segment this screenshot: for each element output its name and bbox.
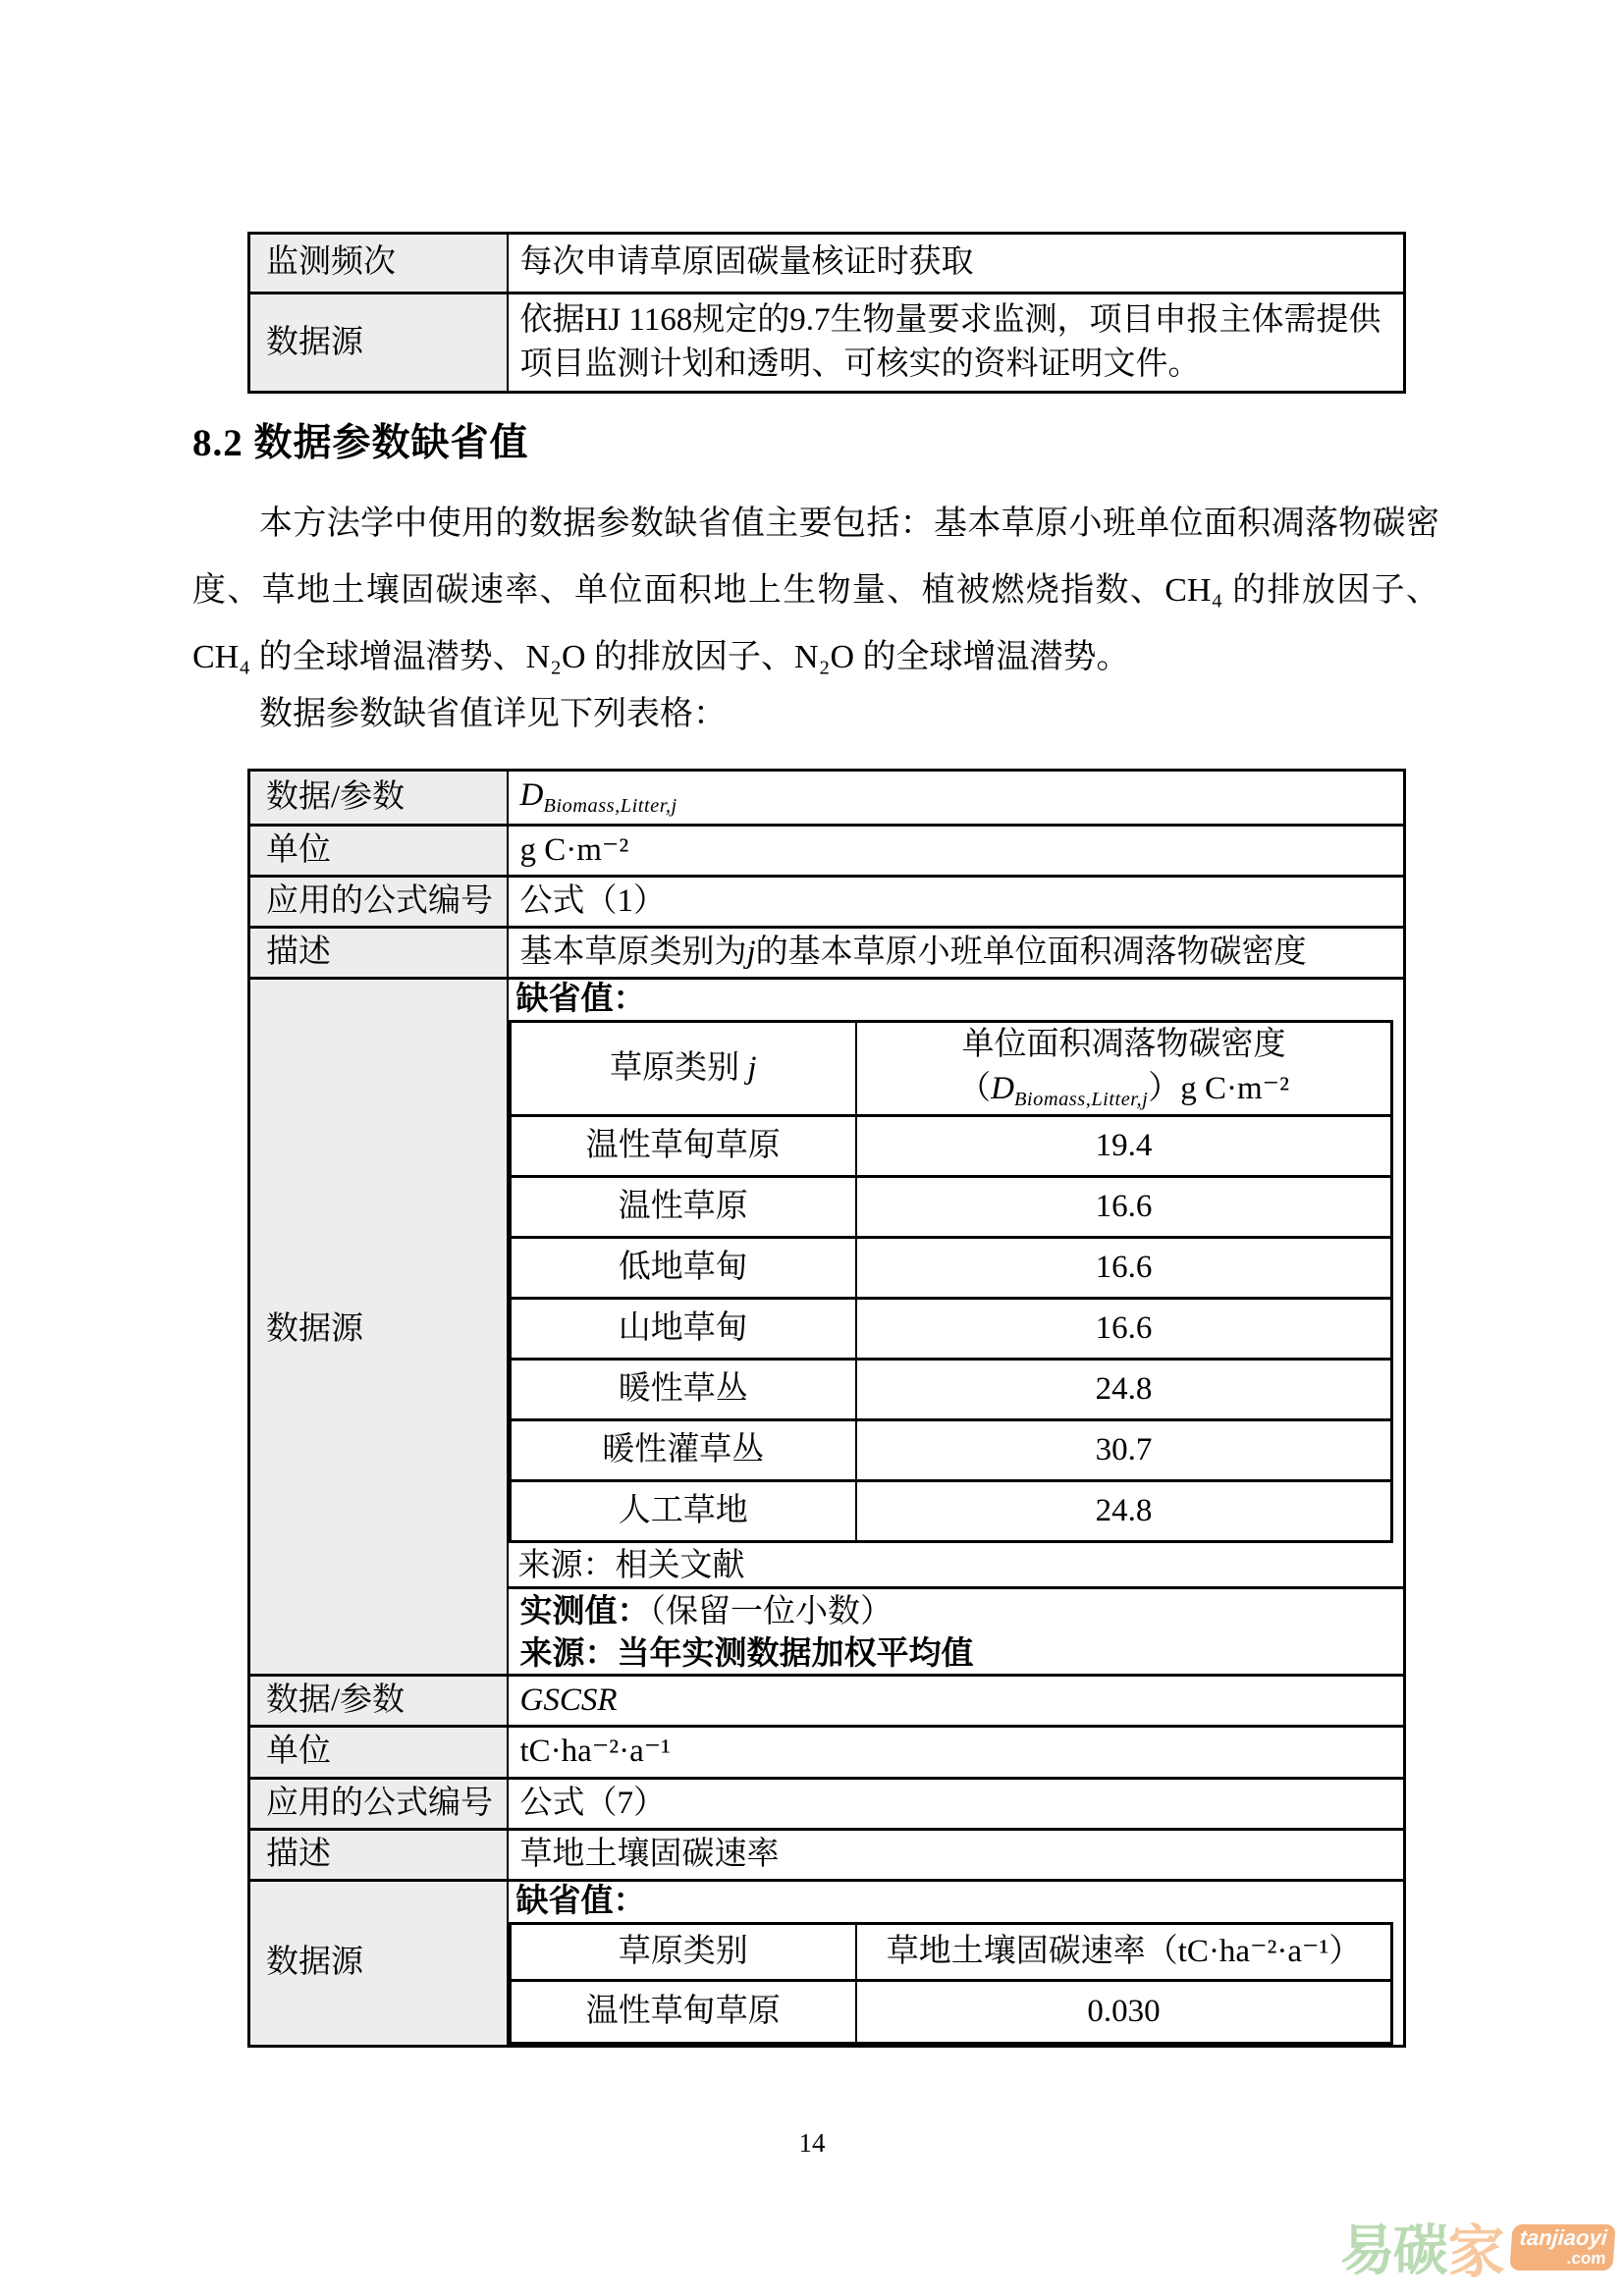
table-row <box>510 1419 1392 1480</box>
monitoring-table <box>247 232 1406 394</box>
default-values-table <box>509 1020 1394 1542</box>
category-cell: 温性草原 <box>510 1176 856 1237</box>
table-row <box>249 1778 1405 1829</box>
table-row <box>249 1829 1405 1880</box>
row-value: 依据HJ 1168规定的9.7生物量要求监测，项目申报主体需提供项目监测计划和透明、可核实的资料证明文件。 <box>519 302 1381 382</box>
logo-badge <box>1509 2224 1616 2270</box>
row-label: 数据源 <box>266 1311 363 1347</box>
formula-ref: 公式（1） <box>519 882 666 919</box>
row-label-cell <box>249 876 508 927</box>
value-cell: 16.6 <box>856 1298 1391 1359</box>
parameter-table-soil-carbon-rate <box>247 1674 1406 2048</box>
row-value-cell <box>508 876 1405 927</box>
symbol-subscript: Biomass,Litter,j <box>1013 1089 1149 1111</box>
category-cell: 低地草甸 <box>510 1237 856 1298</box>
source-note: 来源：相关文献 <box>509 1543 1404 1589</box>
measured-value-note <box>509 1589 1404 1680</box>
row-value-cell <box>508 825 1405 876</box>
table-row <box>510 1176 1392 1237</box>
table-row <box>510 1237 1392 1298</box>
default-values-heading: 缺省值： <box>515 1884 646 1919</box>
row-label: 应用的公式编号 <box>266 882 493 919</box>
row-label-cell <box>249 979 508 1681</box>
parameter-symbol: D <box>519 777 544 813</box>
logo-badge-domain: .com <box>1565 2248 1606 2268</box>
table-row <box>249 876 1405 927</box>
table-row <box>249 825 1405 876</box>
paren: （ <box>958 1071 992 1107</box>
description-text: 的基本草原小班单位面积凋落物碳密度 <box>755 934 1307 971</box>
table-header-row <box>510 1022 1392 1115</box>
description-text: 草地土壤固碳速率 <box>519 1836 780 1872</box>
row-value-cell <box>508 1778 1405 1829</box>
row-label-cell <box>249 1676 508 1727</box>
parameter-table-litter-carbon <box>247 769 1406 1682</box>
category-cell: 人工草地 <box>510 1480 856 1541</box>
tables-intro: 数据参数缺省值详见下列表格： <box>259 696 727 732</box>
column-header-line2 <box>857 1067 1390 1114</box>
logo-badge-name: tanjiaoyi <box>1518 2224 1608 2250</box>
row-label-cell <box>249 771 508 826</box>
measured-line1 <box>520 1591 1404 1633</box>
category-cell: 山地草甸 <box>510 1298 856 1359</box>
description-text: 基本草原类别为 <box>519 934 747 971</box>
category-cell: 温性草甸草原 <box>510 1115 856 1176</box>
logo-text-orange: 家 <box>1447 2220 1505 2284</box>
logo-text-green: 易碳 <box>1339 2219 1446 2281</box>
value-cell: 0.030 <box>856 1981 1391 2044</box>
row-label-cell <box>249 928 508 979</box>
row-value-cell <box>508 234 1405 294</box>
row-label-cell <box>249 1829 508 1880</box>
row-value: 每次申请草原固碳量核证时获取 <box>519 244 974 281</box>
row-label: 数据/参数 <box>266 1682 406 1718</box>
row-label: 数据/参数 <box>266 778 406 815</box>
table-row <box>510 1359 1392 1419</box>
table-row <box>249 1676 1405 1727</box>
row-value-cell <box>508 928 1405 979</box>
table-row <box>249 1881 1405 2047</box>
column-header-line1: 单位面积凋落物碳密度 <box>961 1027 1286 1063</box>
table-row <box>510 1115 1392 1176</box>
tanjiaoyi-watermark-logo <box>1340 2206 1614 2288</box>
value-cell: 19.4 <box>856 1115 1391 1176</box>
unit-value: g C·m⁻² <box>519 831 629 868</box>
table-row <box>510 1298 1392 1359</box>
symbol: D <box>991 1071 1014 1107</box>
measured-source: 来源：当年实测数据加权平均值 <box>519 1635 974 1672</box>
row-label-cell <box>249 234 508 294</box>
value-cell: 30.7 <box>856 1419 1391 1480</box>
value-cell: 16.6 <box>856 1176 1391 1237</box>
measured-note: （保留一位小数） <box>649 1593 893 1629</box>
table-row <box>249 979 1405 1681</box>
column-header: 草地土壤固碳速率（tC·ha⁻²·a⁻¹） <box>856 1924 1391 1981</box>
paren-unit: ）g C·m⁻² <box>1148 1071 1289 1107</box>
value-cell: 16.6 <box>856 1237 1391 1298</box>
description-variable: j <box>746 934 756 971</box>
row-label: 单位 <box>266 831 331 868</box>
row-value-cell <box>508 771 1405 826</box>
row-label: 描述 <box>266 1836 331 1872</box>
value-cell: 24.8 <box>856 1480 1391 1541</box>
column-header <box>856 1022 1391 1115</box>
row-label: 数据源 <box>266 324 363 360</box>
row-label: 监测频次 <box>266 244 396 281</box>
section-heading: 8.2 数据参数缺省值 <box>192 422 529 464</box>
row-label-cell <box>249 825 508 876</box>
row-label: 单位 <box>266 1734 331 1770</box>
row-value-cell <box>508 1676 1405 1727</box>
column-header: 草原类别 <box>510 1924 856 1981</box>
row-label: 应用的公式编号 <box>266 1785 493 1821</box>
row-label: 数据源 <box>266 1945 363 1981</box>
row-value-cell <box>508 1727 1405 1778</box>
value-cell: 24.8 <box>856 1359 1391 1419</box>
row-label-cell <box>249 1778 508 1829</box>
row-value-cell <box>508 294 1405 393</box>
measured-label: 实测值： <box>519 1593 650 1629</box>
table-row <box>249 928 1405 979</box>
column-header-text: 草原类别 <box>610 1050 748 1087</box>
row-label-cell <box>249 294 508 393</box>
table-row <box>249 771 1405 826</box>
column-header <box>510 1022 856 1115</box>
row-value-cell <box>508 1829 1405 1880</box>
table-row <box>510 1480 1392 1541</box>
row-label-cell <box>249 1881 508 2047</box>
table-header-row <box>510 1924 1392 1981</box>
page-number: 14 <box>798 2128 826 2158</box>
table-row <box>249 1727 1405 1778</box>
default-values-heading: 缺省值： <box>515 982 646 1018</box>
data-source-cell <box>508 979 1405 1681</box>
table-row <box>249 294 1405 393</box>
category-cell: 温性草甸草原 <box>510 1981 856 2044</box>
table-row <box>249 234 1405 294</box>
column-header-variable: j <box>747 1050 757 1087</box>
category-cell: 暖性灌草丛 <box>510 1419 856 1480</box>
category-cell: 暖性草丛 <box>510 1359 856 1419</box>
data-source-cell <box>508 1881 1405 2047</box>
table-row <box>510 1981 1392 2044</box>
row-label: 描述 <box>266 934 331 971</box>
default-values-table <box>509 1922 1394 2045</box>
parameter-symbol-subscript: Biomass,Litter,j <box>543 795 677 818</box>
unit-value: tC·ha⁻²·a⁻¹ <box>519 1734 672 1770</box>
parameter-symbol: GSCSR <box>519 1682 618 1718</box>
formula-ref: 公式（7） <box>519 1785 666 1821</box>
row-label-cell <box>249 1727 508 1778</box>
body-paragraph: 本方法学中使用的数据参数缺省值主要包括：基本草原小班单位面积凋落物碳密度、草地土壤固碳速率、单位面积地上生物量、植被燃烧指数、CH₄ 的排放因子、CH₄ 的全球增温潜势、N₂O 的排放因子、N₂O 的全球增温潜势。 <box>192 506 1439 675</box>
